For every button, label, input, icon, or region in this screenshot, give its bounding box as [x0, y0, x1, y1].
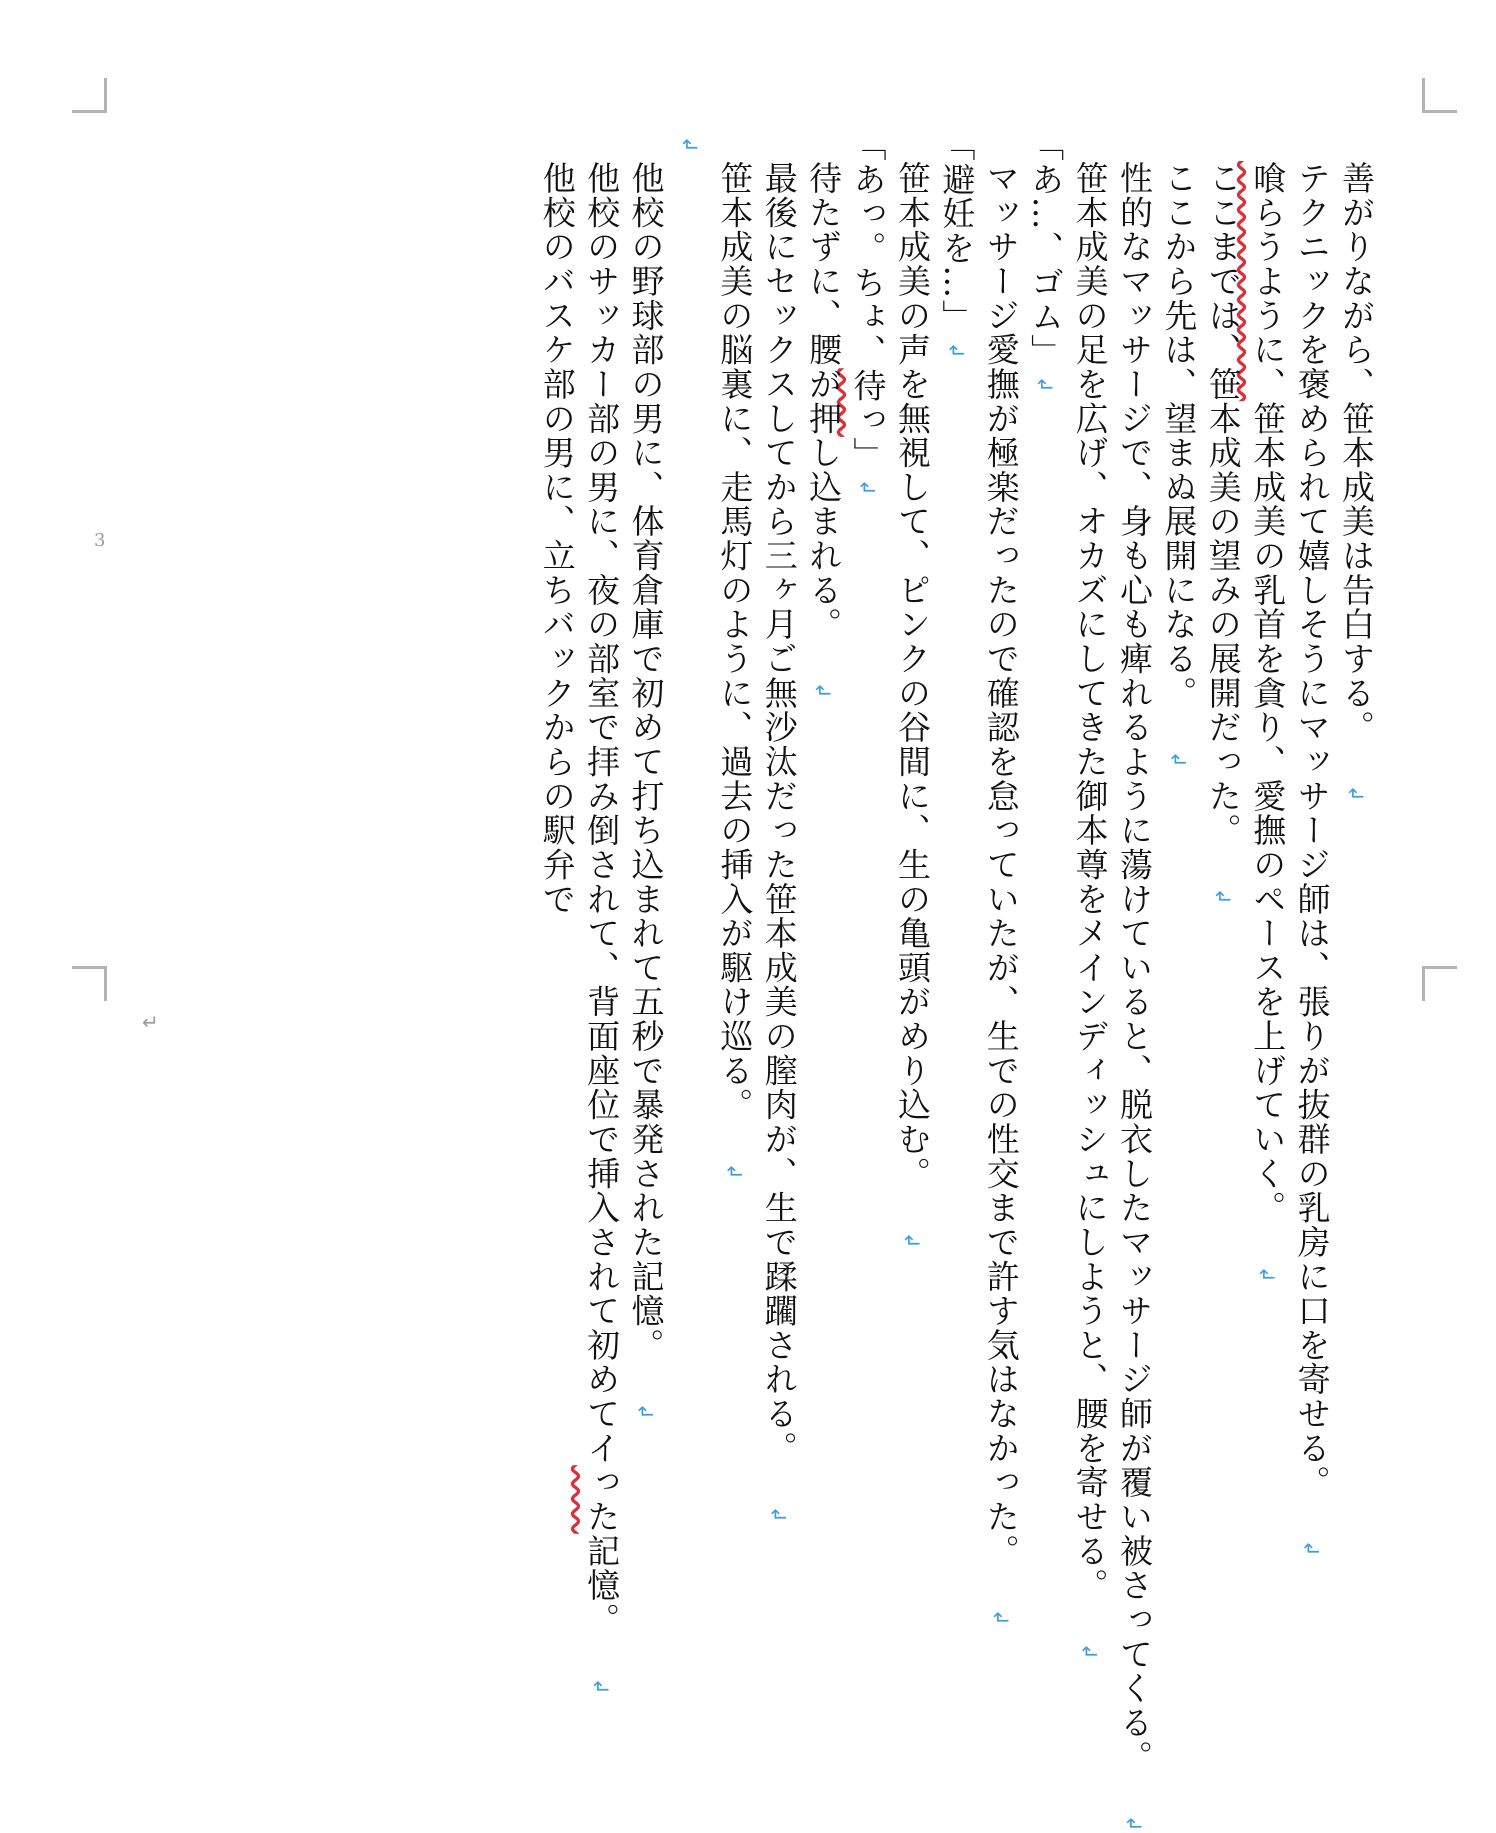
paragraph-mark-icon: ↲: [1121, 1815, 1146, 1833]
paragraph: 笹本成美の足を広げ、オカズにしてきた御本尊をメインディッシュにしようと、腰を寄せる。↲: [1067, 128, 1111, 968]
paragraph-mark-icon: ↲: [1166, 751, 1191, 770]
paragraph-mark-icon: ↲: [633, 1403, 658, 1422]
paragraph: 他校の野球部の男に、体育倉庫で初めて打ち込まれて五秒で暴発された記憶。↲: [623, 128, 667, 968]
paragraph: マッサージ愛撫が極楽だったので確認を怠っていたが、生での性交まで許す気はなかった。↲: [978, 128, 1022, 968]
paragraph-mark-icon: ↲: [1033, 376, 1058, 395]
paragraph: 性的なマッサージで、身も心も痺れるように蕩けていると、脱衣したマッサージ師が覆い被さってくる。↲: [1112, 128, 1156, 968]
paragraph-mark-icon: ↲: [677, 136, 702, 155]
paragraph: 笹本成美の脳裏に、走馬灯のように、過去の挿入が駆け巡る。↲: [712, 128, 756, 968]
paragraph: 笹本成美の声を無視して、ピンクの谷間に、生の亀頭がめり込む。↲: [890, 128, 934, 968]
end-of-document-mark-icon: ↵: [142, 1010, 159, 1034]
paragraph-mark-icon: ↲: [1077, 1643, 1102, 1662]
paragraph: 喰らうように、笹本成美の乳首を貪り、愛撫のペースを上げていく。↲: [1245, 128, 1289, 968]
paragraph-mark-icon: ↲: [855, 479, 880, 498]
paragraph-mark-icon: ↲: [811, 682, 836, 701]
page-corner-bottom-right: [1422, 966, 1457, 1001]
paragraph: 「避妊を…」↲: [934, 128, 978, 968]
paragraph: 他校のサッカー部の男に、夜の部室で拝み倒されて、背面座位で挿入されて初めてイった記憶。↲: [579, 128, 623, 968]
paragraph: ここから先は、望まぬ展開になる。↲: [1156, 128, 1200, 968]
paragraph: テクニックを褒められて嬉しそうにマッサージ師は、張りが抜群の乳房に口を寄せる。↲: [1289, 128, 1333, 968]
spellcheck-squiggle[interactable]: 喰らうように、: [1248, 161, 1288, 402]
spellcheck-squiggle[interactable]: った: [582, 1465, 622, 1534]
paragraph: 他校のバスケ部の男に、立ちバックからの駅弁で: [537, 161, 577, 917]
paragraph: 最後にセックスしてから三ヶ月ご無沙汰だった笹本成美の膣肉が、生で蹂躙される。↲: [756, 128, 800, 968]
document-body[interactable]: [98, 128, 1378, 1833]
paragraph: 「あ…、ゴム」↲: [1023, 128, 1067, 968]
paragraph-mark-icon: ↲: [722, 1162, 747, 1182]
paragraph-mark-icon: ↲: [988, 1609, 1013, 1628]
paragraph-mark-icon: ↲: [944, 341, 969, 360]
paragraph-mark-icon: ↲: [1255, 1265, 1280, 1285]
page-corner-top-left: [72, 78, 107, 113]
paragraph-mark-icon: ↲: [589, 1677, 614, 1696]
paragraph: ここまでは、笹本成美の望みの展開だった。↲: [1200, 128, 1244, 968]
page-number: 3: [94, 530, 106, 551]
paragraph: 「あっ。ちょ、待っ」↲: [845, 128, 889, 968]
paragraph-mark-icon: ↲: [899, 1231, 924, 1250]
paragraph-mark-icon: ↲: [1210, 888, 1235, 907]
paragraph-empty: [668, 128, 712, 968]
page-corner-top-right: [1422, 78, 1457, 113]
paragraph-mark-icon: ↲: [1299, 1540, 1324, 1559]
paragraph: 善がりながら、笹本成美は告白する。↲: [1334, 128, 1378, 968]
paragraph-mark-icon: ↲: [1344, 785, 1368, 804]
spellcheck-squiggle[interactable]: 待っ: [848, 368, 888, 437]
paragraph: 待たずに、腰が押し込まれる。↲: [801, 128, 845, 968]
paragraph-mark-icon: ↲: [766, 1506, 791, 1525]
page-corner-bottom-left: [72, 966, 107, 1001]
